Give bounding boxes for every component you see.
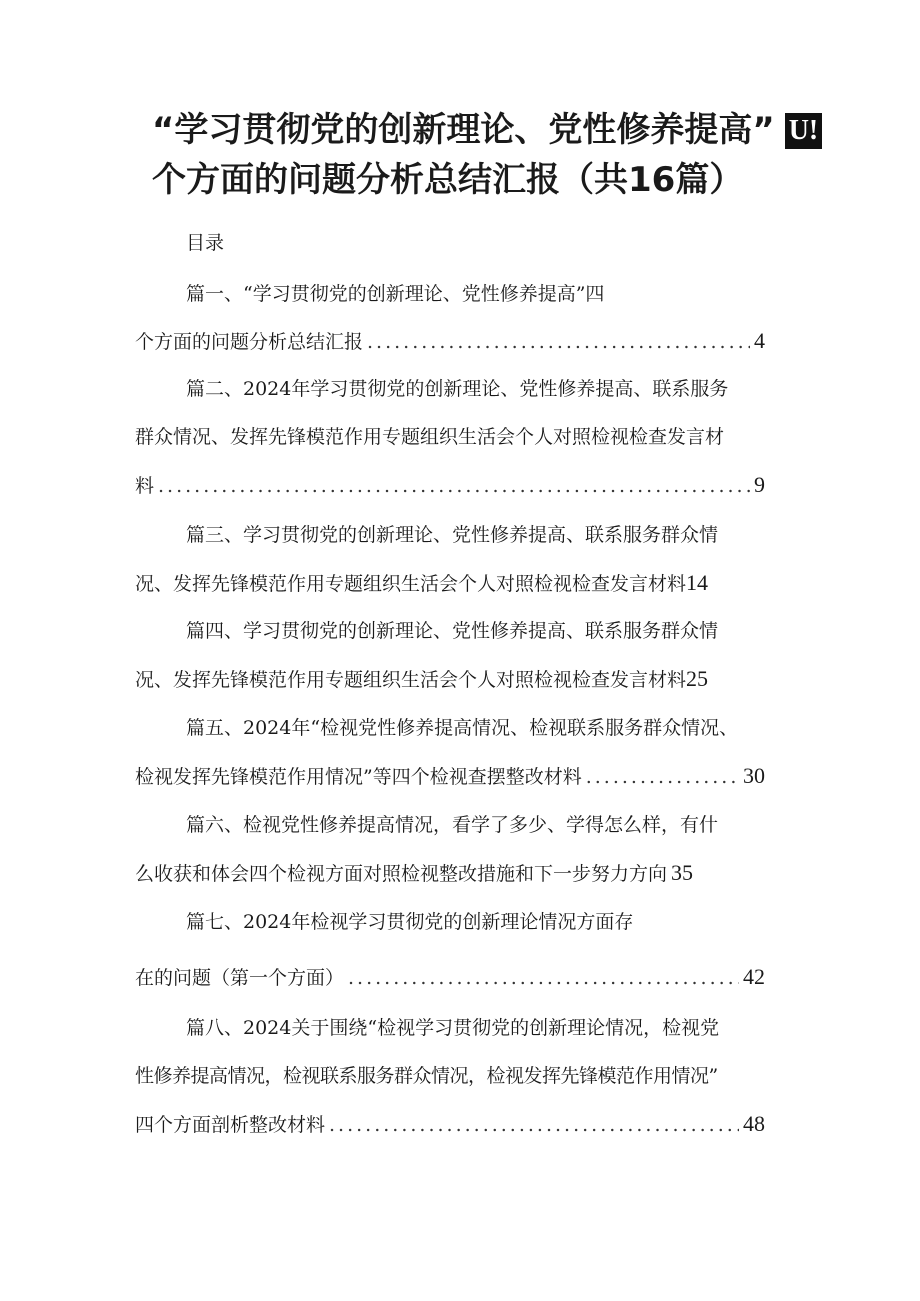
toc-entry-3[interactable] [135,570,708,597]
leader-dots [586,764,739,790]
toc-entry-8-line-2: 性修养提高情况，检视联系服务群众情况，检视发挥先锋模范作用情况” [135,1065,718,1087]
document-title-line-2: 个方面的问题分析总结汇报（共16篇） [152,160,744,200]
toc-entry-6-text: 么收获和体会四个检视方面对照检视整改措施和下一步努力方向 [135,863,668,885]
toc-entry-1-text: 个方面的问题分析总结汇报 [135,331,364,353]
toc-entry-4-text: 况、发挥先锋模范作用专题组织生活会个人对照检视检查发言材料 [135,669,687,691]
toc-entry-7-text: 在的问题（第一个方面） [135,967,345,989]
toc-entry-5[interactable] [135,763,765,790]
toc-entry-8-line-1: 篇八、2024关于围绕“检视学习贯彻党的创新理论情况，检视党 [186,1017,720,1039]
toc-entry-1-line-1: 篇一、“学习贯彻党的创新理论、党性修养提高”四 [186,283,605,305]
toc-entry-2-page: 9 [754,472,765,497]
toc-entry-8-text: 四个方面剖析整改材料 [135,1114,326,1136]
toc-heading: 目录 [186,232,225,254]
leader-dots [158,473,750,499]
leader-dots [348,965,739,991]
toc-entry-4-page: 25 [686,666,709,691]
title-badge: U! [785,113,823,149]
toc-entry-8-page: 48 [743,1111,765,1136]
toc-entry-7-line-1: 篇七、2024年检视学习贯彻党的创新理论情况方面存 [186,911,634,933]
toc-entry-5-page: 30 [743,763,765,788]
toc-entry-7[interactable] [135,964,765,991]
toc-entry-7-page: 42 [743,964,765,989]
toc-entry-3-page: 14 [686,570,709,595]
toc-entry-4-line-1: 篇四、学习贯彻党的创新理论、党性修养提高、联系服务群众情 [186,620,719,642]
toc-entry-4[interactable] [135,666,708,693]
toc-entry-3-text: 况、发挥先锋模范作用专题组织生活会个人对照检视检查发言材料 [135,573,687,595]
toc-entry-1-page: 4 [754,328,765,353]
document-title-line-1 [152,110,852,150]
toc-entry-6[interactable] [135,860,693,887]
toc-entry-5-text: 检视发挥先锋模范作用情况”等四个检视查摆整改材料 [135,766,582,788]
toc-entry-3-line-1: 篇三、学习贯彻党的创新理论、党性修养提高、联系服务群众情 [186,524,719,546]
leader-dots [329,1112,739,1138]
toc-entry-6-line-1: 篇六、检视党性修养提高情况，看学了多少、学得怎么样，有什 [186,814,719,836]
leader-dots [367,329,750,355]
toc-entry-2-text: 料 [135,475,155,497]
toc-entry-2-line-1: 篇二、2024年学习贯彻党的创新理论、党性修养提高、联系服务 [186,378,729,400]
toc-entry-5-line-1: 篇五、2024年“检视党性修养提高情况、检视联系服务群众情况、 [186,717,739,739]
toc-entry-8[interactable] [135,1111,765,1138]
toc-entry-2[interactable] [135,472,765,499]
title-text-1: “学习贯彻党的创新理论、党性修养提高” [152,110,775,150]
toc-entry-6-page: 35 [671,860,694,885]
toc-entry-1[interactable] [135,328,765,355]
toc-entry-2-line-2: 群众情况、发挥先锋模范作用专题组织生活会个人对照检视检查发言材 [135,426,725,448]
